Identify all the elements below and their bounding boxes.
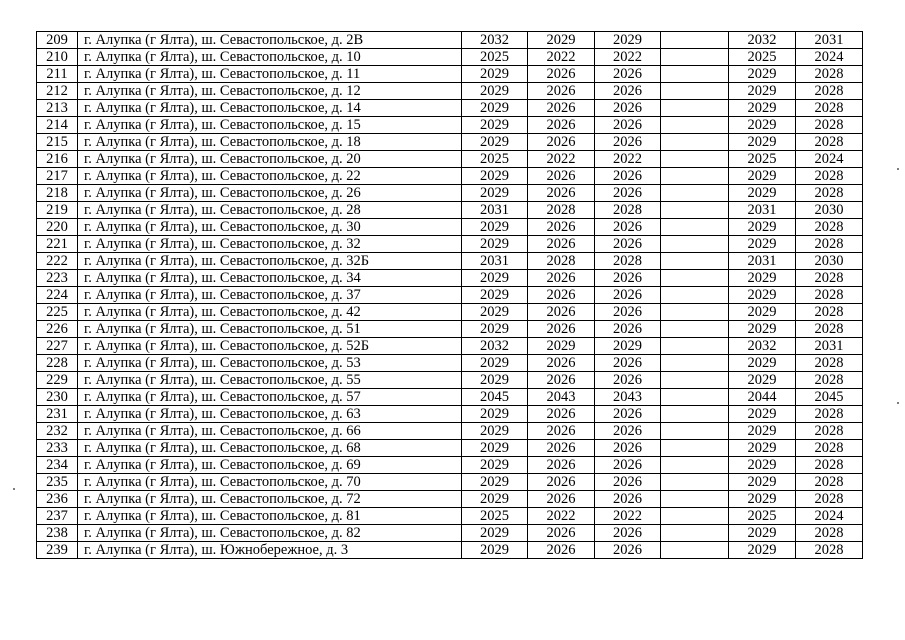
address-cell: г. Алупка (г Ялта), ш. Севастопольское, д. 63 <box>78 406 462 423</box>
year-cell-6: 2024 <box>796 49 863 66</box>
address-cell: г. Алупка (г Ялта), ш. Севастопольское, д. 72 <box>78 491 462 508</box>
table-row <box>37 83 863 100</box>
row-number-cell: 227 <box>37 338 78 355</box>
year-cell-1: 2031 <box>462 253 528 270</box>
row-number-cell: 218 <box>37 185 78 202</box>
address-cell: г. Алупка (г Ялта), ш. Севастопольское, д. 70 <box>78 474 462 491</box>
table-row <box>37 287 863 304</box>
year-cell-1: 2029 <box>462 66 528 83</box>
row-number-cell: 209 <box>37 32 78 49</box>
row-number-cell: 215 <box>37 134 78 151</box>
year-cell-2: 2026 <box>528 423 595 440</box>
year-cell-1: 2029 <box>462 270 528 287</box>
row-number-cell: 230 <box>37 389 78 406</box>
year-cell-3: 2026 <box>595 270 661 287</box>
year-cell-4 <box>661 389 729 406</box>
year-cell-1: 2032 <box>462 32 528 49</box>
year-cell-6: 2028 <box>796 406 863 423</box>
year-cell-6: 2028 <box>796 117 863 134</box>
address-cell: г. Алупка (г Ялта), ш. Севастопольское, д. 28 <box>78 202 462 219</box>
year-cell-4 <box>661 134 729 151</box>
year-cell-5: 2029 <box>729 134 796 151</box>
table-row <box>37 338 863 355</box>
scan-speck <box>897 402 899 404</box>
year-cell-4 <box>661 491 729 508</box>
year-cell-2: 2026 <box>528 168 595 185</box>
year-cell-4 <box>661 117 729 134</box>
year-cell-1: 2029 <box>462 219 528 236</box>
year-cell-2: 2026 <box>528 83 595 100</box>
row-number-cell: 237 <box>37 508 78 525</box>
address-cell: г. Алупка (г Ялта), ш. Севастопольское, д. 11 <box>78 66 462 83</box>
year-cell-3: 2022 <box>595 49 661 66</box>
year-cell-6: 2028 <box>796 236 863 253</box>
year-cell-3: 2026 <box>595 423 661 440</box>
table-row <box>37 202 863 219</box>
row-number-cell: 235 <box>37 474 78 491</box>
year-cell-1: 2029 <box>462 134 528 151</box>
year-cell-5: 2029 <box>729 168 796 185</box>
table-row <box>37 49 863 66</box>
year-cell-2: 2026 <box>528 185 595 202</box>
table-row <box>37 406 863 423</box>
scan-speck <box>13 488 15 490</box>
address-cell: г. Алупка (г Ялта), ш. Севастопольское, д. 81 <box>78 508 462 525</box>
table-row <box>37 100 863 117</box>
year-cell-5: 2029 <box>729 270 796 287</box>
year-cell-5: 2029 <box>729 542 796 559</box>
year-cell-2: 2028 <box>528 202 595 219</box>
address-cell: г. Алупка (г Ялта), ш. Севастопольское, д. 22 <box>78 168 462 185</box>
year-cell-3: 2026 <box>595 304 661 321</box>
year-cell-5: 2031 <box>729 253 796 270</box>
year-cell-5: 2044 <box>729 389 796 406</box>
row-number-cell: 234 <box>37 457 78 474</box>
year-cell-6: 2024 <box>796 151 863 168</box>
year-cell-5: 2029 <box>729 219 796 236</box>
year-cell-3: 2026 <box>595 134 661 151</box>
year-cell-6: 2028 <box>796 185 863 202</box>
year-cell-1: 2029 <box>462 185 528 202</box>
table-row <box>37 491 863 508</box>
year-cell-3: 2026 <box>595 491 661 508</box>
year-cell-2: 2026 <box>528 457 595 474</box>
year-cell-5: 2031 <box>729 202 796 219</box>
table-row <box>37 542 863 559</box>
row-number-cell: 224 <box>37 287 78 304</box>
year-cell-3: 2026 <box>595 355 661 372</box>
year-cell-4 <box>661 355 729 372</box>
row-number-cell: 236 <box>37 491 78 508</box>
year-cell-4 <box>661 185 729 202</box>
row-number-cell: 220 <box>37 219 78 236</box>
table-row <box>37 389 863 406</box>
year-cell-1: 2029 <box>462 542 528 559</box>
year-cell-2: 2026 <box>528 287 595 304</box>
year-cell-2: 2026 <box>528 474 595 491</box>
year-cell-5: 2029 <box>729 321 796 338</box>
year-cell-5: 2025 <box>729 49 796 66</box>
table-row <box>37 117 863 134</box>
year-cell-6: 2028 <box>796 372 863 389</box>
address-cell: г. Алупка (г Ялта), ш. Севастопольское, д. 20 <box>78 151 462 168</box>
year-cell-2: 2026 <box>528 372 595 389</box>
year-cell-1: 2029 <box>462 83 528 100</box>
year-cell-6: 2031 <box>796 338 863 355</box>
year-cell-6: 2028 <box>796 66 863 83</box>
year-cell-4 <box>661 542 729 559</box>
year-cell-4 <box>661 372 729 389</box>
year-cell-1: 2025 <box>462 49 528 66</box>
address-cell: г. Алупка (г Ялта), ш. Севастопольское, д. 53 <box>78 355 462 372</box>
table-row <box>37 219 863 236</box>
year-cell-3: 2026 <box>595 83 661 100</box>
table-row <box>37 423 863 440</box>
year-cell-6: 2028 <box>796 542 863 559</box>
year-cell-3: 2026 <box>595 457 661 474</box>
scan-speck <box>897 168 899 170</box>
address-cell: г. Алупка (г Ялта), ш. Южнобережное, д. 3 <box>78 542 462 559</box>
year-cell-3: 2026 <box>595 474 661 491</box>
address-cell: г. Алупка (г Ялта), ш. Севастопольское, д. 37 <box>78 287 462 304</box>
year-cell-4 <box>661 474 729 491</box>
year-cell-5: 2029 <box>729 406 796 423</box>
address-cell: г. Алупка (г Ялта), ш. Севастопольское, д. 14 <box>78 100 462 117</box>
table-row <box>37 32 863 49</box>
year-cell-3: 2026 <box>595 525 661 542</box>
year-cell-4 <box>661 287 729 304</box>
year-cell-6: 2028 <box>796 491 863 508</box>
row-number-cell: 216 <box>37 151 78 168</box>
year-cell-1: 2029 <box>462 100 528 117</box>
year-cell-4 <box>661 236 729 253</box>
year-cell-1: 2029 <box>462 168 528 185</box>
year-cell-5: 2032 <box>729 32 796 49</box>
year-cell-5: 2029 <box>729 66 796 83</box>
year-cell-2: 2028 <box>528 253 595 270</box>
year-cell-3: 2026 <box>595 219 661 236</box>
table-row <box>37 236 863 253</box>
year-cell-5: 2029 <box>729 185 796 202</box>
year-cell-2: 2026 <box>528 117 595 134</box>
year-cell-4 <box>661 49 729 66</box>
year-cell-4 <box>661 525 729 542</box>
table-body <box>37 32 863 559</box>
address-cell: г. Алупка (г Ялта), ш. Севастопольское, д. 32Б <box>78 253 462 270</box>
row-number-cell: 212 <box>37 83 78 100</box>
table-row <box>37 440 863 457</box>
year-cell-4 <box>661 202 729 219</box>
row-number-cell: 222 <box>37 253 78 270</box>
year-cell-1: 2029 <box>462 457 528 474</box>
year-cell-4 <box>661 168 729 185</box>
table-row <box>37 525 863 542</box>
year-cell-4 <box>661 304 729 321</box>
year-cell-6: 2030 <box>796 202 863 219</box>
table-row <box>37 321 863 338</box>
row-number-cell: 228 <box>37 355 78 372</box>
table-row <box>37 474 863 491</box>
year-cell-3: 2026 <box>595 287 661 304</box>
year-cell-3: 2026 <box>595 440 661 457</box>
year-cell-3: 2026 <box>595 406 661 423</box>
year-cell-6: 2028 <box>796 100 863 117</box>
address-cell: г. Алупка (г Ялта), ш. Севастопольское, д. 42 <box>78 304 462 321</box>
year-cell-6: 2028 <box>796 83 863 100</box>
table-row <box>37 355 863 372</box>
table-row <box>37 508 863 525</box>
year-cell-3: 2026 <box>595 66 661 83</box>
year-cell-1: 2029 <box>462 525 528 542</box>
housing-schedule-table <box>36 31 863 559</box>
year-cell-4 <box>661 406 729 423</box>
year-cell-4 <box>661 338 729 355</box>
row-number-cell: 226 <box>37 321 78 338</box>
year-cell-5: 2029 <box>729 474 796 491</box>
year-cell-1: 2029 <box>462 355 528 372</box>
year-cell-2: 2026 <box>528 440 595 457</box>
year-cell-5: 2029 <box>729 440 796 457</box>
row-number-cell: 233 <box>37 440 78 457</box>
year-cell-4 <box>661 66 729 83</box>
year-cell-1: 2025 <box>462 508 528 525</box>
year-cell-5: 2032 <box>729 338 796 355</box>
table-row <box>37 134 863 151</box>
year-cell-2: 2026 <box>528 66 595 83</box>
year-cell-5: 2029 <box>729 236 796 253</box>
year-cell-1: 2031 <box>462 202 528 219</box>
year-cell-2: 2026 <box>528 270 595 287</box>
table-row <box>37 270 863 287</box>
year-cell-4 <box>661 508 729 525</box>
year-cell-5: 2029 <box>729 100 796 117</box>
row-number-cell: 223 <box>37 270 78 287</box>
year-cell-3: 2026 <box>595 372 661 389</box>
row-number-cell: 210 <box>37 49 78 66</box>
row-number-cell: 213 <box>37 100 78 117</box>
year-cell-1: 2045 <box>462 389 528 406</box>
address-cell: г. Алупка (г Ялта), ш. Севастопольское, д. 51 <box>78 321 462 338</box>
address-cell: г. Алупка (г Ялта), ш. Севастопольское, д. 52Б <box>78 338 462 355</box>
table-row <box>37 168 863 185</box>
year-cell-5: 2029 <box>729 355 796 372</box>
year-cell-5: 2029 <box>729 287 796 304</box>
address-cell: г. Алупка (г Ялта), ш. Севастопольское, д. 32 <box>78 236 462 253</box>
year-cell-1: 2029 <box>462 304 528 321</box>
row-number-cell: 239 <box>37 542 78 559</box>
year-cell-6: 2028 <box>796 321 863 338</box>
table-row <box>37 372 863 389</box>
year-cell-6: 2028 <box>796 287 863 304</box>
row-number-cell: 229 <box>37 372 78 389</box>
year-cell-3: 2026 <box>595 168 661 185</box>
year-cell-5: 2025 <box>729 151 796 168</box>
year-cell-2: 2026 <box>528 321 595 338</box>
year-cell-2: 2026 <box>528 542 595 559</box>
year-cell-1: 2032 <box>462 338 528 355</box>
year-cell-6: 2028 <box>796 423 863 440</box>
row-number-cell: 225 <box>37 304 78 321</box>
year-cell-6: 2028 <box>796 219 863 236</box>
year-cell-2: 2022 <box>528 151 595 168</box>
year-cell-2: 2029 <box>528 32 595 49</box>
year-cell-3: 2043 <box>595 389 661 406</box>
address-cell: г. Алупка (г Ялта), ш. Севастопольское, д. 55 <box>78 372 462 389</box>
year-cell-4 <box>661 83 729 100</box>
year-cell-1: 2029 <box>462 474 528 491</box>
address-cell: г. Алупка (г Ялта), ш. Севастопольское, д. 10 <box>78 49 462 66</box>
address-cell: г. Алупка (г Ялта), ш. Севастопольское, д. 34 <box>78 270 462 287</box>
year-cell-6: 2028 <box>796 134 863 151</box>
year-cell-5: 2029 <box>729 491 796 508</box>
year-cell-3: 2022 <box>595 151 661 168</box>
year-cell-6: 2031 <box>796 32 863 49</box>
address-cell: г. Алупка (г Ялта), ш. Севастопольское, д. 12 <box>78 83 462 100</box>
address-cell: г. Алупка (г Ялта), ш. Севастопольское, д. 30 <box>78 219 462 236</box>
year-cell-6: 2024 <box>796 508 863 525</box>
row-number-cell: 232 <box>37 423 78 440</box>
year-cell-1: 2029 <box>462 406 528 423</box>
year-cell-6: 2030 <box>796 253 863 270</box>
year-cell-4 <box>661 100 729 117</box>
year-cell-6: 2028 <box>796 304 863 321</box>
year-cell-6: 2028 <box>796 168 863 185</box>
year-cell-1: 2029 <box>462 423 528 440</box>
year-cell-4 <box>661 32 729 49</box>
year-cell-3: 2026 <box>595 236 661 253</box>
year-cell-6: 2028 <box>796 440 863 457</box>
year-cell-1: 2029 <box>462 440 528 457</box>
year-cell-1: 2029 <box>462 321 528 338</box>
row-number-cell: 221 <box>37 236 78 253</box>
year-cell-2: 2026 <box>528 100 595 117</box>
year-cell-5: 2029 <box>729 304 796 321</box>
year-cell-3: 2022 <box>595 508 661 525</box>
table-row <box>37 151 863 168</box>
table-row <box>37 304 863 321</box>
year-cell-1: 2029 <box>462 372 528 389</box>
address-cell: г. Алупка (г Ялта), ш. Севастопольское, д. 26 <box>78 185 462 202</box>
year-cell-2: 2026 <box>528 219 595 236</box>
year-cell-3: 2026 <box>595 542 661 559</box>
year-cell-2: 2026 <box>528 491 595 508</box>
year-cell-5: 2029 <box>729 423 796 440</box>
year-cell-2: 2022 <box>528 508 595 525</box>
year-cell-4 <box>661 423 729 440</box>
year-cell-2: 2026 <box>528 406 595 423</box>
row-number-cell: 219 <box>37 202 78 219</box>
year-cell-3: 2029 <box>595 32 661 49</box>
year-cell-2: 2043 <box>528 389 595 406</box>
year-cell-5: 2025 <box>729 508 796 525</box>
year-cell-4 <box>661 151 729 168</box>
year-cell-4 <box>661 321 729 338</box>
year-cell-1: 2029 <box>462 491 528 508</box>
year-cell-1: 2025 <box>462 151 528 168</box>
address-cell: г. Алупка (г Ялта), ш. Севастопольское, д. 68 <box>78 440 462 457</box>
year-cell-5: 2029 <box>729 83 796 100</box>
address-cell: г. Алупка (г Ялта), ш. Севастопольское, д. 69 <box>78 457 462 474</box>
year-cell-5: 2029 <box>729 117 796 134</box>
row-number-cell: 238 <box>37 525 78 542</box>
year-cell-4 <box>661 253 729 270</box>
year-cell-3: 2026 <box>595 185 661 202</box>
year-cell-3: 2026 <box>595 321 661 338</box>
year-cell-2: 2026 <box>528 355 595 372</box>
address-cell: г. Алупка (г Ялта), ш. Севастопольское, д. 57 <box>78 389 462 406</box>
address-cell: г. Алупка (г Ялта), ш. Севастопольское, д. 15 <box>78 117 462 134</box>
year-cell-3: 2028 <box>595 253 661 270</box>
year-cell-6: 2028 <box>796 457 863 474</box>
year-cell-6: 2028 <box>796 474 863 491</box>
year-cell-4 <box>661 270 729 287</box>
year-cell-4 <box>661 457 729 474</box>
address-cell: г. Алупка (г Ялта), ш. Севастопольское, д. 82 <box>78 525 462 542</box>
year-cell-2: 2029 <box>528 338 595 355</box>
year-cell-1: 2029 <box>462 287 528 304</box>
table-row <box>37 185 863 202</box>
year-cell-3: 2026 <box>595 117 661 134</box>
year-cell-4 <box>661 440 729 457</box>
year-cell-2: 2026 <box>528 236 595 253</box>
year-cell-6: 2028 <box>796 355 863 372</box>
address-cell: г. Алупка (г Ялта), ш. Севастопольское, д. 66 <box>78 423 462 440</box>
year-cell-1: 2029 <box>462 117 528 134</box>
year-cell-6: 2045 <box>796 389 863 406</box>
year-cell-1: 2029 <box>462 236 528 253</box>
year-cell-3: 2029 <box>595 338 661 355</box>
row-number-cell: 214 <box>37 117 78 134</box>
year-cell-6: 2028 <box>796 525 863 542</box>
row-number-cell: 231 <box>37 406 78 423</box>
year-cell-2: 2026 <box>528 304 595 321</box>
year-cell-2: 2022 <box>528 49 595 66</box>
row-number-cell: 217 <box>37 168 78 185</box>
year-cell-3: 2028 <box>595 202 661 219</box>
address-cell: г. Алупка (г Ялта), ш. Севастопольское, д. 18 <box>78 134 462 151</box>
year-cell-2: 2026 <box>528 525 595 542</box>
year-cell-2: 2026 <box>528 134 595 151</box>
row-number-cell: 211 <box>37 66 78 83</box>
table-row <box>37 253 863 270</box>
year-cell-3: 2026 <box>595 100 661 117</box>
year-cell-4 <box>661 219 729 236</box>
year-cell-5: 2029 <box>729 372 796 389</box>
year-cell-6: 2028 <box>796 270 863 287</box>
year-cell-5: 2029 <box>729 525 796 542</box>
address-cell: г. Алупка (г Ялта), ш. Севастопольское, д. 2В <box>78 32 462 49</box>
table-row <box>37 457 863 474</box>
table-row <box>37 66 863 83</box>
year-cell-5: 2029 <box>729 457 796 474</box>
